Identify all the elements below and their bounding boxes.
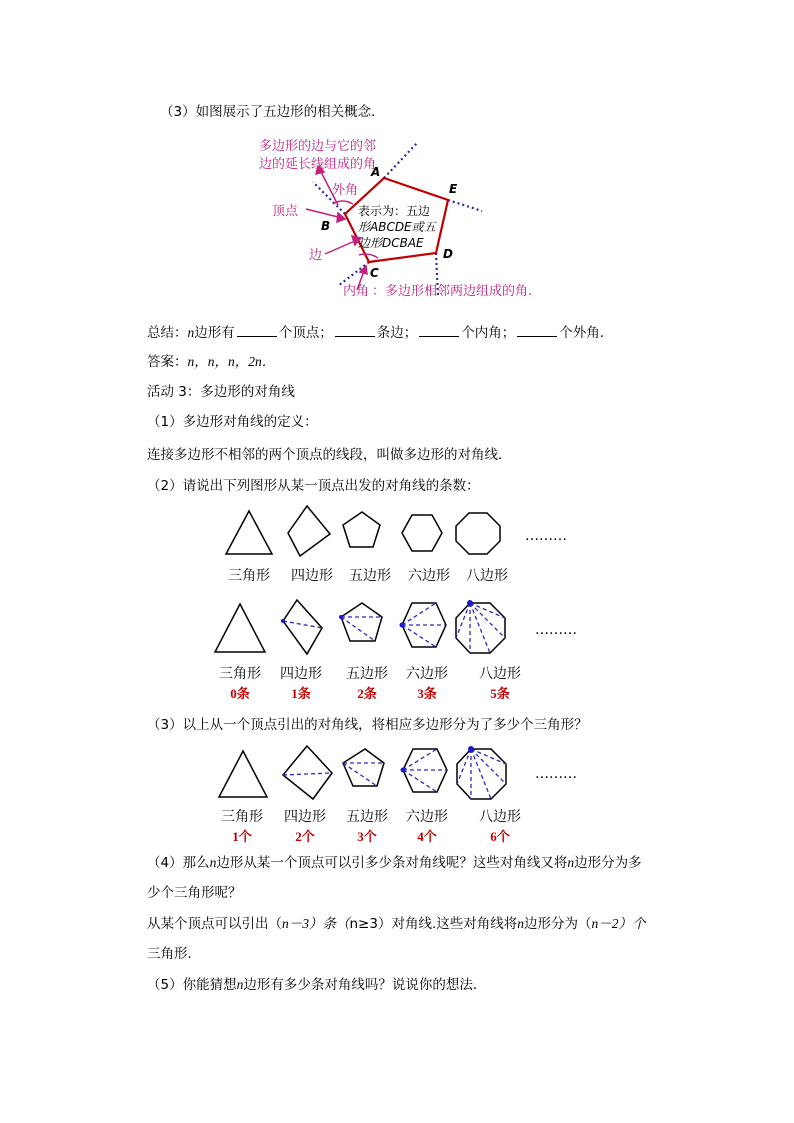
continuation-dots: ………	[525, 528, 567, 544]
triangle-shape	[215, 604, 265, 652]
continuation-dots: ………	[535, 622, 577, 638]
triangle-count-triangle: 1个	[232, 829, 252, 844]
pentagon-small-shape	[343, 512, 380, 547]
vertex-e: E	[449, 182, 458, 196]
diagonal-count-triangle: 0条	[230, 686, 250, 701]
exterior-angle-label: 外角	[332, 183, 359, 198]
question4-line1: （4）那么n边形从某一个顶点可以引多少条对角线呢？这些对角线又将n边形分为多	[147, 855, 642, 871]
exterior-angle-definition-line2: 边的延长线组成的角	[259, 157, 377, 172]
shape-label-octagon: 八边形	[479, 666, 521, 682]
diagonal-count-quadrilateral: 1条	[291, 686, 311, 701]
vertex-c: C	[370, 266, 379, 280]
diagonal-count-pentagon: 2条	[357, 686, 377, 701]
diagonal-count-octagon: 5条	[490, 686, 510, 701]
exterior-angle-definition-line1: 多边形的边与它的邻	[259, 139, 377, 154]
extension-line	[384, 142, 418, 178]
shape-label-quadrilateral: 四边形	[284, 809, 326, 825]
shape-label-hexagon: 六边形	[408, 568, 450, 584]
shape-label-triangle: 三角形	[219, 666, 261, 682]
vertex-b: B	[321, 219, 331, 233]
shape-label-pentagon: 五边形	[349, 568, 391, 584]
note-line1: 表示为：五边	[358, 204, 431, 218]
shape-row-diagonals	[0, 598, 794, 658]
shape-label-hexagon: 六边形	[406, 809, 448, 825]
extension-line	[448, 200, 482, 211]
question5: （5）你能猜想n边形有多少条对角线吗？说说你的想法．	[147, 977, 487, 993]
interior-angle-definition: ：多边形相邻两边组成的角.	[372, 284, 533, 299]
answer4-line2: 三角形．	[147, 946, 201, 962]
shape-label-quadrilateral: 四边形	[280, 666, 322, 682]
shape-label-pentagon: 五边形	[346, 809, 388, 825]
triangle-count-quadrilateral: 2个	[295, 829, 315, 844]
shape-label-pentagon: 五边形	[346, 666, 388, 682]
diagonal-count-hexagon: 3条	[417, 686, 437, 701]
continuation-dots: ………	[535, 766, 577, 782]
note-line3: 边形DCBAE	[358, 236, 424, 250]
quadrilateral-shape	[283, 746, 332, 799]
shape-label-octagon: 八边形	[466, 568, 508, 584]
shape-row-plain	[0, 505, 794, 565]
shape-label-octagon: 八边形	[479, 809, 521, 825]
vertex-d: D	[443, 247, 453, 261]
quadrilateral-shape	[283, 600, 322, 654]
question1: （1）多边形对角线的定义：	[147, 414, 318, 430]
activity3-heading: 活动 3：多边形的对角线	[147, 384, 295, 400]
intro-text: （3）如图展示了五边形的相关概念．	[160, 104, 385, 120]
quadrilateral-shape	[288, 506, 330, 556]
vertex-label: 顶点	[272, 204, 299, 219]
triangle-count-hexagon: 4个	[417, 829, 437, 844]
triangle-shape	[226, 511, 272, 554]
shape-label-triangle: 三角形	[228, 568, 270, 584]
vertex-a: A	[371, 165, 381, 179]
answer4-line1: 从某个顶点可以引出（n－3）条（n≥3）对角线.这些对角线将n边形分为（n－2）个	[147, 916, 646, 932]
interior-angle-arc	[359, 254, 378, 258]
octagon-shape	[457, 749, 506, 799]
triangle-count-pentagon: 3个	[357, 829, 377, 844]
question3: （3）以上从一个顶点引出的对角线，将相应多边形分为了多少个三角形？	[147, 717, 588, 733]
hexagon-shape	[402, 515, 442, 551]
answer-text: 答案：n，n，n，2n．	[147, 354, 276, 370]
shape-row-triangulated	[0, 745, 794, 803]
shape-label-hexagon: 六边形	[406, 666, 448, 682]
triangle-shape	[219, 751, 267, 797]
question2: （2）请说出下列图形从某一顶点出发的对角线的条数：	[147, 478, 480, 494]
octagon-shape	[456, 513, 500, 554]
question4-line2: 少个三角形呢？	[147, 885, 242, 901]
pentagon-figure	[0, 130, 794, 440]
note-line2: 形ABCDE或五	[358, 220, 436, 234]
triangle-count-octagon: 6个	[490, 829, 510, 844]
definition-text: 连接多边形不相邻的两个顶点的线段，叫做多边形的对角线．	[147, 447, 512, 463]
interior-angle-label: 内角	[343, 284, 370, 299]
summary-text: 总结：n边形有 个顶点； 条边； 个内角； 个外角．	[147, 325, 614, 341]
side-label: 边	[309, 248, 323, 263]
shape-label-quadrilateral: 四边形	[291, 568, 333, 584]
shape-label-triangle: 三角形	[221, 809, 263, 825]
octagon-shape	[456, 603, 505, 653]
